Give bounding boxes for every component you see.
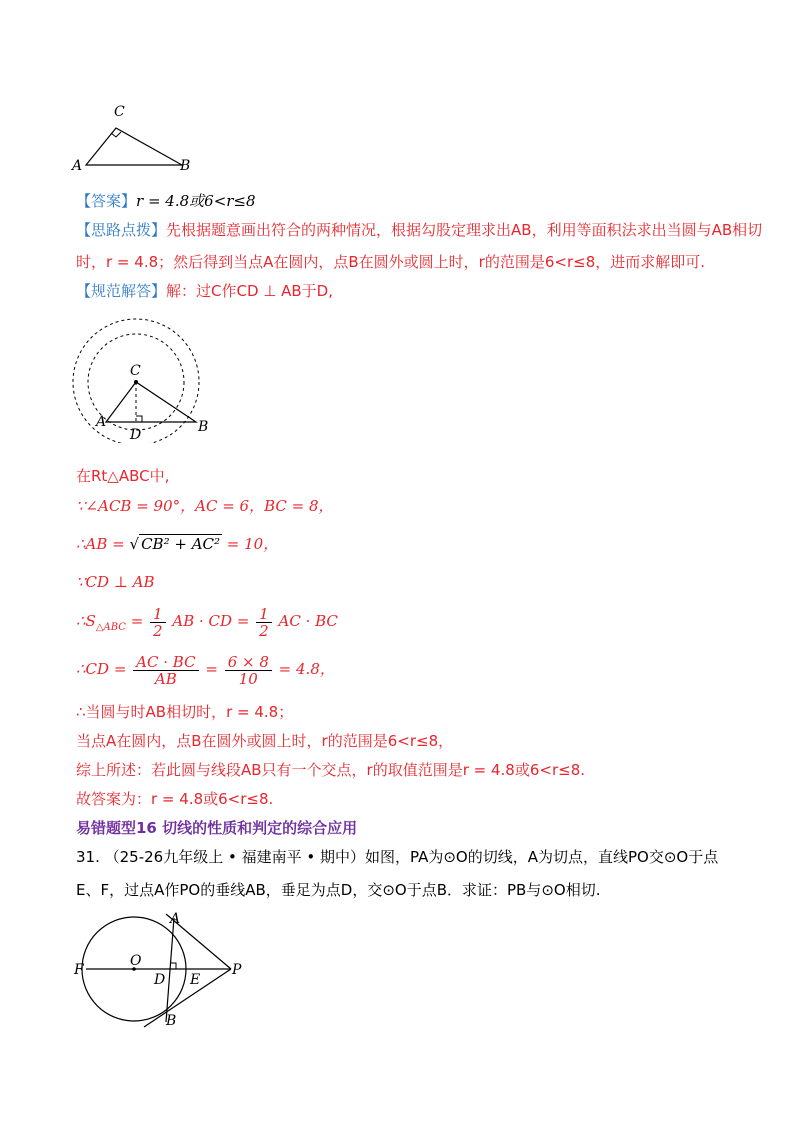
tangent-circle-figure [66,905,256,1030]
hint-line-2: 时，r = 4.8；然后得到当点A在圆内，点B在圆外或圆上时，r的范围是6<r≤8，进而求解即可. [76,253,706,271]
step-5-sub: △ABC [95,622,126,633]
step-6-end: = 4.8， [278,660,335,678]
label-F: F [74,962,84,978]
step-5-eq: = [125,612,149,630]
label-A: A [72,158,83,174]
label-E: E [190,972,201,988]
label-P: P [232,962,242,978]
hint-text-1: 先根据题意画出符合的两种情况，根据勾股定理求出AB，利用等面积法求出当圆与AB相切 [166,221,763,239]
step-2: ∵∠ACB = 90°，AC = 6，BC = 8， [76,497,334,515]
hint-line-1 [76,220,762,240]
label-C: C [114,104,125,120]
step-3-left: ∴AB = [76,535,130,553]
label-O: O [130,953,142,969]
problem-line-2: E、F，过点A作PO的垂线AB，垂足为点D，交⊙O于点B．求证：PB与⊙O相切. [76,881,601,899]
right-triangle-figure [70,100,200,175]
step-5-half2-num: 1 [256,606,272,623]
step-6-num: AC · BC [133,654,198,671]
problem-line-1: 31. （25-26九年级上 • 福建南平 • 期中）如图，PA为⊙O的切线，A为切点，直线PO交⊙O于点 [76,848,719,866]
step-6-den: AB [154,669,177,688]
step-5-mid: AB · CD = [172,612,255,630]
step-6-left: ∴CD = [76,660,132,678]
step-3-root: CB² + AC² [141,535,221,553]
step-6-eq: = [205,660,223,678]
step-5-half2-den: 2 [259,621,269,640]
step-8: 当点A在圆内，点B在圆外或圆上时，r的范围是6<r≤8， [76,732,454,750]
label-D: D [130,427,142,443]
step-9: 综上所述：若此圆与线段AB只有一个交点，r的取值范围是r = 4.8或6<r≤8. [76,761,586,779]
step-4: ∵CD ⊥ AB [76,573,155,591]
step-1: 在Rt△ABC中, [76,467,170,485]
solution-intro [76,281,333,301]
solution-tag: 【规范解答】 [76,282,167,300]
label-D: D [154,972,166,988]
step-3-right: = 10， [222,535,279,553]
answer-tag: 【答案】 [76,192,137,210]
step-3: ∴AB = √ CB² + AC² = 10， [76,535,279,553]
step-5-half1-den: 2 [153,621,163,640]
step-6 [76,652,335,687]
step-6-num2: 6 × 8 [225,654,272,671]
label-B: B [180,158,191,174]
step-10: 故答案为：r = 4.8或6<r≤8. [76,790,274,808]
step-5-end: AC · BC [278,612,338,630]
label-C: C [130,363,141,379]
hint-tag: 【思路点拨】 [76,221,167,239]
step-6-den2: 10 [238,669,258,688]
step-7: ∴当圆与时AB相切时，r = 4.8； [76,703,294,721]
answer-line [76,191,256,211]
concentric-circles-figure [68,318,218,443]
answer-text: r = 4.8或6<r≤8 [136,192,256,210]
section-title: 易错题型16 切线的性质和判定的综合应用 [76,819,358,837]
solution-intro-text: 解：过C作CD ⊥ AB于D, [166,282,333,300]
step-5-left: ∴S [76,612,96,630]
label-B: B [198,419,209,435]
label-A: A [170,911,181,927]
label-B: B [166,1013,177,1029]
step-5-half1-num: 1 [150,606,166,623]
label-A: A [96,414,107,430]
step-5 [76,604,338,645]
